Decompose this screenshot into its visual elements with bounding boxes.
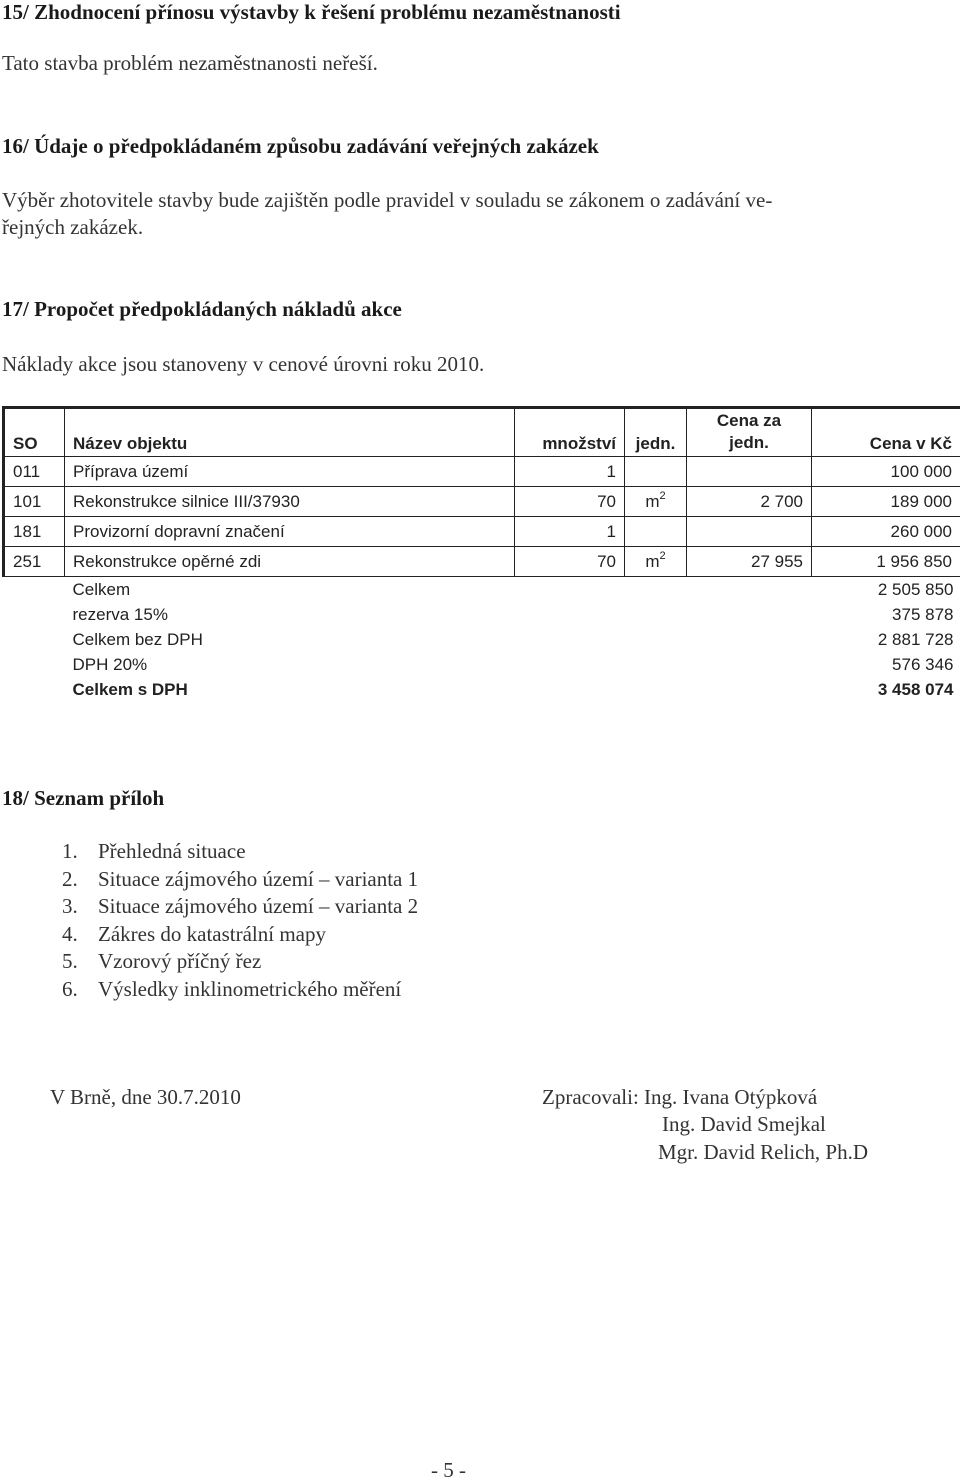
- page-number: - 5 -: [431, 1458, 466, 1483]
- row-price: 189 000: [812, 487, 960, 517]
- row-so: 181: [4, 517, 65, 547]
- row-so: 251: [4, 547, 65, 577]
- row-unit: [625, 517, 687, 547]
- totals-value: 2 505 850: [812, 577, 960, 603]
- section-17-heading: 17/ Propočet předpokládaných nákladů akce: [2, 297, 402, 322]
- row-price: 260 000: [812, 517, 960, 547]
- list-item-number: 3.: [62, 893, 98, 921]
- row-so: 101: [4, 487, 65, 517]
- row-unit: [625, 457, 687, 487]
- list-item-text: Situace zájmového území – varianta 1: [98, 867, 418, 891]
- author-3: Mgr. David Relich, Ph.D: [658, 1140, 868, 1165]
- header-unit-price-line1: Cena za: [695, 410, 803, 432]
- section-16-heading: 16/ Údaje o předpokládaném způsobu zadávání veřejných zakázek: [2, 134, 599, 159]
- header-qty: množství: [515, 408, 625, 457]
- totals-label: DPH 20%: [65, 652, 515, 677]
- totals-row: [4, 577, 960, 603]
- list-item-number: 1.: [62, 838, 98, 866]
- section-15-text: Tato stavba problém nezaměstnanosti neřeší.: [2, 51, 378, 76]
- section-15-heading: 15/ Zhodnocení přínosu výstavby k řešení problému nezaměstnanosti: [2, 0, 621, 25]
- row-unit-price: [687, 517, 812, 547]
- row-qty: 70: [515, 487, 625, 517]
- cost-table: [2, 406, 960, 702]
- author-2: Ing. David Smejkal: [662, 1112, 826, 1137]
- row-unit-sup: 2: [660, 550, 666, 562]
- row-unit: [625, 487, 687, 517]
- header-unit: jedn.: [625, 408, 687, 457]
- totals-label: Celkem: [65, 577, 515, 603]
- list-item-number: 6.: [62, 976, 98, 1004]
- attachments-list: [62, 838, 418, 1003]
- row-price: 100 000: [812, 457, 960, 487]
- totals-label: rezerva 15%: [65, 602, 515, 627]
- list-item: [62, 976, 418, 1004]
- section-17-text: Náklady akce jsou stanoveny v cenové úrovni roku 2010.: [2, 352, 484, 377]
- header-unit-price: [687, 408, 812, 457]
- table-row: [4, 457, 960, 487]
- section-16-text-line1: Výběr zhotovitele stavby bude zajištěn podle pravidel v souladu se zákonem o zadávání ve-: [2, 188, 772, 213]
- row-unit-sup: 2: [660, 490, 666, 502]
- totals-row: [4, 627, 960, 652]
- totals-label: Celkem s DPH: [65, 677, 515, 702]
- totals-value: 2 881 728: [812, 627, 960, 652]
- totals-value: 375 878: [812, 602, 960, 627]
- list-item: [62, 921, 418, 949]
- totals-row: [4, 602, 960, 627]
- row-qty: 70: [515, 547, 625, 577]
- list-item-text: Výsledky inklinometrického měření: [98, 977, 401, 1001]
- list-item: [62, 866, 418, 894]
- row-name: Provizorní dopravní značení: [65, 517, 515, 547]
- list-item-text: Vzorový příčný řez: [98, 949, 261, 973]
- header-so: SO: [4, 408, 65, 457]
- list-item: [62, 948, 418, 976]
- row-so: 011: [4, 457, 65, 487]
- row-unit: [625, 547, 687, 577]
- totals-row: [4, 652, 960, 677]
- row-unit-text: m: [645, 552, 659, 571]
- row-name: Rekonstrukce opěrné zdi: [65, 547, 515, 577]
- section-18-heading: 18/ Seznam příloh: [2, 786, 164, 811]
- prepared-by: Zpracovali: Ing. Ivana Otýpková: [542, 1085, 817, 1110]
- list-item-text: Zákres do katastrální mapy: [98, 922, 326, 946]
- row-unit-price: [687, 457, 812, 487]
- list-item-number: 2.: [62, 866, 98, 894]
- table-row: [4, 517, 960, 547]
- totals-value: 576 346: [812, 652, 960, 677]
- table-header-row: [4, 408, 960, 457]
- place-date: V Brně, dne 30.7.2010: [50, 1085, 241, 1110]
- header-unit-price-line2: jedn.: [695, 432, 803, 454]
- list-item: [62, 838, 418, 866]
- table-row: [4, 547, 960, 577]
- totals-row-grand: [4, 677, 960, 702]
- row-name: Rekonstrukce silnice III/37930: [65, 487, 515, 517]
- header-price: Cena v Kč: [812, 408, 960, 457]
- list-item-text: Situace zájmového území – varianta 2: [98, 894, 418, 918]
- table-row: [4, 487, 960, 517]
- header-name: Název objektu: [65, 408, 515, 457]
- row-name: Příprava území: [65, 457, 515, 487]
- list-item-number: 4.: [62, 921, 98, 949]
- row-unit-text: m: [645, 492, 659, 511]
- row-price: 1 956 850: [812, 547, 960, 577]
- totals-label: Celkem bez DPH: [65, 627, 515, 652]
- list-item-text: Přehledná situace: [98, 839, 246, 863]
- row-unit-price: 2 700: [687, 487, 812, 517]
- list-item: [62, 893, 418, 921]
- row-qty: 1: [515, 517, 625, 547]
- section-16-text-line2: řejných zakázek.: [2, 215, 143, 240]
- totals-value: 3 458 074: [812, 677, 960, 702]
- list-item-number: 5.: [62, 948, 98, 976]
- row-unit-price: 27 955: [687, 547, 812, 577]
- row-qty: 1: [515, 457, 625, 487]
